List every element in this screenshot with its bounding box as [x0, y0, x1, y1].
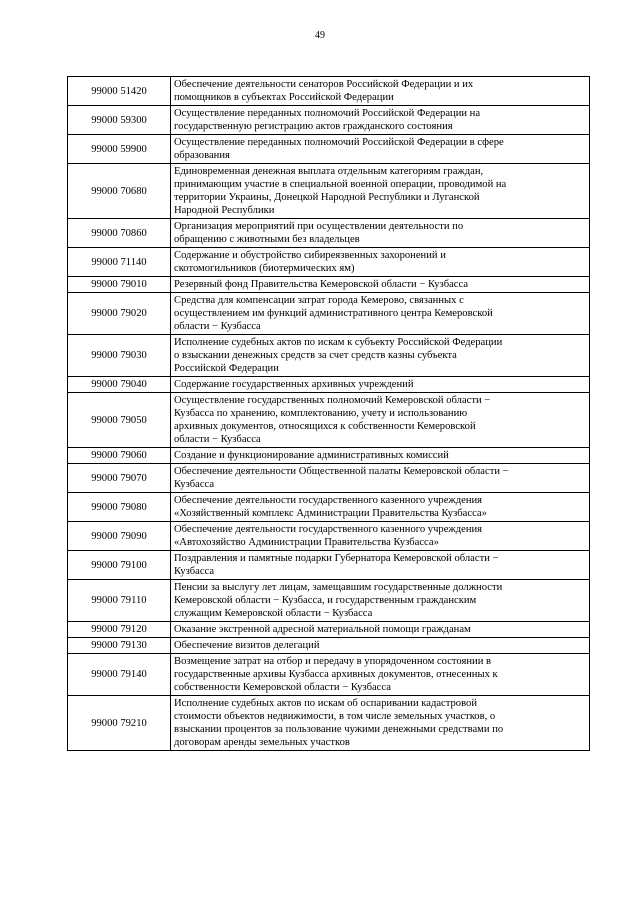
table-row: [68, 493, 590, 522]
description-line: территории Украины, Донецкой Народной Республики и Луганской: [174, 192, 480, 203]
description-cell: [171, 77, 590, 106]
description-line: обращению с животными без владельцев: [174, 234, 360, 245]
description-line: Организация мероприятий при осуществлении деятельности по: [174, 221, 464, 232]
table-row: [68, 522, 590, 551]
description-cell: [171, 580, 590, 622]
table-row: [68, 464, 590, 493]
code-cell: 99000 79040: [68, 377, 171, 393]
description-cell: [171, 696, 590, 751]
description-line: области − Кузбасса: [174, 434, 261, 445]
code-cell: 99000 51420: [68, 77, 171, 106]
description-line: государственную регистрацию актов гражданского состояния: [174, 121, 453, 132]
description-line: Кемеровской области − Кузбасса, и государственным гражданским: [174, 595, 477, 606]
code-cell: 99000 79050: [68, 393, 171, 448]
description-line: «Автохозяйство Администрации Правительства Кузбасса»: [174, 537, 439, 548]
table-row: [68, 164, 590, 219]
description-cell: [171, 135, 590, 164]
description-line: Поздравления и памятные подарки Губернатора Кемеровской области −: [174, 553, 499, 564]
description-cell: [171, 464, 590, 493]
description-cell: [171, 622, 590, 638]
description-cell: [171, 551, 590, 580]
code-cell: 99000 79090: [68, 522, 171, 551]
description-line: Обеспечение визитов делегаций: [174, 640, 320, 651]
description-line: Осуществление переданных полномочий Российской Федерации в сфере: [174, 137, 504, 148]
table-row: [68, 219, 590, 248]
code-cell: 99000 79080: [68, 493, 171, 522]
table-body: [68, 77, 590, 751]
table-row: [68, 551, 590, 580]
description-cell: [171, 654, 590, 696]
code-cell: 99000 79070: [68, 464, 171, 493]
description-cell: [171, 638, 590, 654]
code-cell: 99000 59300: [68, 106, 171, 135]
description-line: договорам аренды земельных участков: [174, 737, 350, 748]
code-cell: 99000 79210: [68, 696, 171, 751]
description-line: «Хозяйственный комплекс Администрации Правительства Кузбасса»: [174, 508, 487, 519]
table-row: [68, 248, 590, 277]
table-row: [68, 622, 590, 638]
table-row: [68, 135, 590, 164]
description-line: Народной Республики: [174, 205, 275, 216]
description-cell: [171, 493, 590, 522]
description-line: государственные архивы Кузбасса архивных документов, отнесенных к: [174, 669, 498, 680]
description-line: Кузбасса: [174, 566, 215, 577]
description-cell: [171, 522, 590, 551]
description-cell: [171, 106, 590, 135]
description-cell: [171, 377, 590, 393]
page-number: 49: [315, 30, 325, 41]
code-cell: 99000 79020: [68, 293, 171, 335]
description-line: о взыскании денежных средств за счет средств казны субъекта: [174, 350, 457, 361]
description-cell: [171, 393, 590, 448]
code-cell: 99000 79130: [68, 638, 171, 654]
table-row: [68, 277, 590, 293]
description-line: Исполнение судебных актов по искам об оспаривании кадастровой: [174, 698, 477, 709]
description-line: Осуществление переданных полномочий Российской Федерации на: [174, 108, 481, 119]
description-line: Содержание и обустройство сибиреязвенных захоронений и: [174, 250, 446, 261]
table-row: [68, 654, 590, 696]
description-line: Обеспечение деятельности Общественной палаты Кемеровской области −: [174, 466, 509, 477]
code-cell: 99000 79030: [68, 335, 171, 377]
code-cell: 99000 79010: [68, 277, 171, 293]
description-line: Кузбасса по хранению, комплектованию, учету и использованию: [174, 408, 468, 419]
description-line: области − Кузбасса: [174, 321, 261, 332]
description-line: помощников в субъектах Российской Федерации: [174, 92, 394, 103]
description-cell: [171, 277, 590, 293]
description-line: взыскании процентов за пользование чужими денежными средствами по: [174, 724, 504, 735]
code-cell: 99000 79060: [68, 448, 171, 464]
code-cell: 99000 79120: [68, 622, 171, 638]
description-line: Российской Федерации: [174, 363, 279, 374]
table-row: [68, 77, 590, 106]
description-cell: [171, 248, 590, 277]
description-cell: [171, 219, 590, 248]
code-cell: 99000 79110: [68, 580, 171, 622]
description-line: Кузбасса: [174, 479, 215, 490]
description-line: Оказание экстренной адресной материальной помощи гражданам: [174, 624, 471, 635]
description-line: скотомогильников (биотермических ям): [174, 263, 355, 274]
description-line: Резервный фонд Правительства Кемеровской области − Кузбасса: [174, 279, 469, 290]
description-line: Содержание государственных архивных учреждений: [174, 379, 414, 390]
code-cell: 99000 59900: [68, 135, 171, 164]
description-cell: [171, 335, 590, 377]
description-line: Возмещение затрат на отбор и передачу в упорядоченном состоянии в: [174, 656, 492, 667]
code-cell: 99000 79140: [68, 654, 171, 696]
table-row: [68, 448, 590, 464]
description-line: Создание и функционирование административных комиссий: [174, 450, 449, 461]
budget-codes-table: [67, 76, 590, 751]
description-line: архивных документов, относящихся к собственности Кемеровской: [174, 421, 476, 432]
table-row: [68, 638, 590, 654]
description-line: Обеспечение деятельности государственного казенного учреждения: [174, 524, 483, 535]
code-cell: 99000 70860: [68, 219, 171, 248]
description-cell: [171, 448, 590, 464]
description-line: Исполнение судебных актов по искам к субъекту Российской Федерации: [174, 337, 503, 348]
description-line: осуществлением им функций административного центра Кемеровской: [174, 308, 493, 319]
description-line: Обеспечение деятельности государственного казенного учреждения: [174, 495, 483, 506]
code-cell: 99000 79100: [68, 551, 171, 580]
code-cell: 99000 70680: [68, 164, 171, 219]
table-row: [68, 106, 590, 135]
description-cell: [171, 164, 590, 219]
table-row: [68, 696, 590, 751]
description-line: Осуществление государственных полномочий Кемеровской области −: [174, 395, 491, 406]
table-row: [68, 293, 590, 335]
table-row: [68, 335, 590, 377]
description-line: Средства для компенсации затрат города Кемерово, связанных с: [174, 295, 464, 306]
table-row: [68, 580, 590, 622]
table-row: [68, 393, 590, 448]
description-line: собственности Кемеровской области − Кузбасса: [174, 682, 391, 693]
table-row: [68, 377, 590, 393]
description-line: Пенсии за выслугу лет лицам, замещавшим государственные должности: [174, 582, 503, 593]
description-line: служащим Кемеровской области − Кузбасса: [174, 608, 373, 619]
description-line: стоимости объектов недвижимости, в том числе земельных участков, о: [174, 711, 496, 722]
description-line: Единовременная денежная выплата отдельным категориям граждан,: [174, 166, 484, 177]
description-line: Обеспечение деятельности сенаторов Российской Федерации и их: [174, 79, 474, 90]
description-line: образования: [174, 150, 230, 161]
description-line: принимающим участие в специальной военной операции, проводимой на: [174, 179, 507, 190]
code-cell: 99000 71140: [68, 248, 171, 277]
description-cell: [171, 293, 590, 335]
